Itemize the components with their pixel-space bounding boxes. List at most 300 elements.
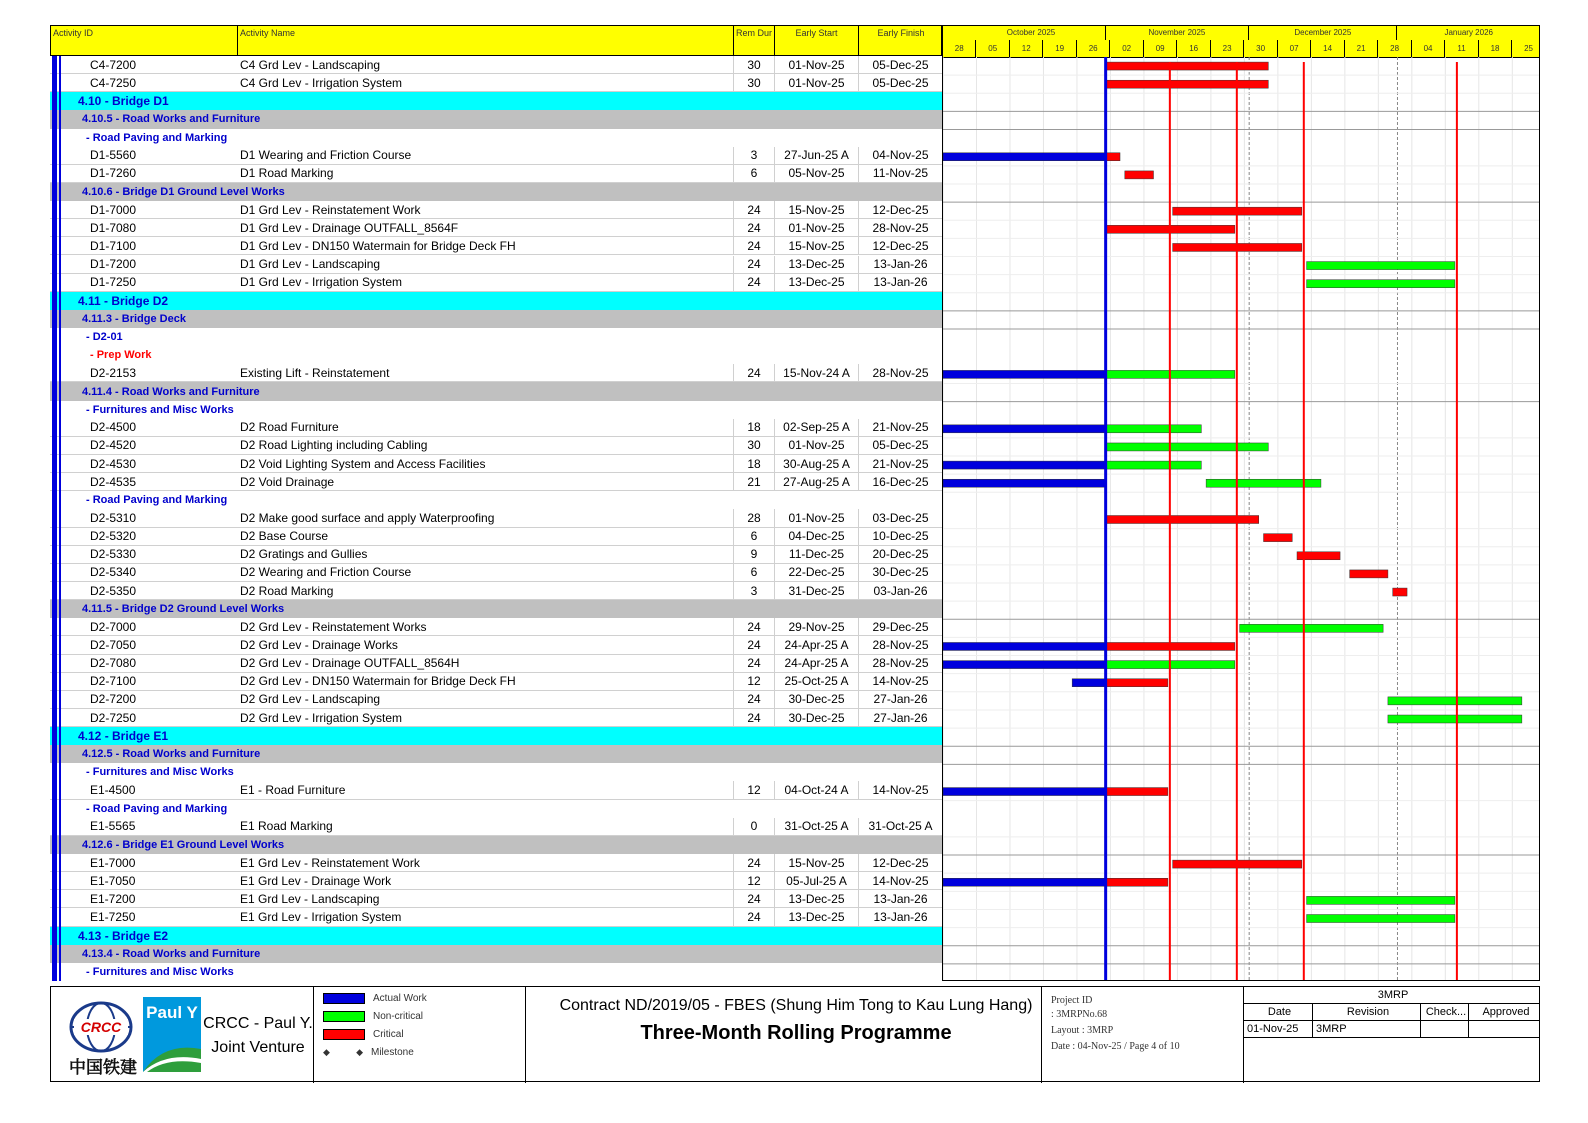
actual-bar[interactable] xyxy=(943,425,1106,433)
actual-bar[interactable] xyxy=(943,642,1106,650)
legend-critical: Critical xyxy=(323,1029,404,1040)
activity-name: D2 Wearing and Friction Course xyxy=(240,565,412,580)
early-finish: 03-Dec-25 xyxy=(858,509,942,526)
activity-name: D1 Road Marking xyxy=(240,166,334,181)
activity-id: D2-4500 xyxy=(90,420,137,435)
early-start: 13-Dec-25 xyxy=(774,890,858,907)
early-start: 31-Dec-25 xyxy=(774,582,858,599)
week-label: 16 xyxy=(1177,40,1210,57)
actual-bar[interactable] xyxy=(943,461,1106,469)
activity-row[interactable] xyxy=(50,237,942,255)
noncritical-bar[interactable] xyxy=(1240,624,1384,632)
activity-id: D1-7000 xyxy=(90,202,137,217)
month-label: October 2025 xyxy=(957,26,1105,40)
activity-row[interactable] xyxy=(50,618,942,636)
wbs-label: 4.10.5 - Road Works and Furniture xyxy=(82,113,261,126)
activity-id: D2-7200 xyxy=(90,692,137,707)
wbs-label: - Road Paving and Marking xyxy=(86,494,228,507)
early-start: 27-Jun-25 A xyxy=(774,147,858,164)
activity-id: D2-5340 xyxy=(90,565,137,580)
rem-dur: 12 xyxy=(733,872,774,889)
early-start: 15-Nov-25 xyxy=(774,854,858,871)
critical-bar[interactable] xyxy=(1350,570,1388,578)
actual-bar[interactable] xyxy=(943,479,1106,487)
activity-id: D2-4535 xyxy=(90,474,137,489)
wbs-group-label xyxy=(50,763,942,781)
wbs-label: 4.11.3 - Bridge Deck xyxy=(82,312,186,325)
early-start: 11-Dec-25 xyxy=(774,546,858,563)
activity-name: D2 Base Course xyxy=(240,529,329,544)
wbs-label: 4.11.5 - Bridge D2 Ground Level Works xyxy=(82,603,285,616)
week-label: 28 xyxy=(1378,40,1411,57)
rev-approved xyxy=(1469,1021,1540,1038)
activity-name: C4 Grd Lev - Landscaping xyxy=(240,57,381,72)
activity-row[interactable] xyxy=(50,256,942,274)
early-start: 13-Dec-25 xyxy=(774,256,858,273)
rem-dur: 3 xyxy=(733,147,774,164)
col-early-start[interactable]: Early Start xyxy=(775,26,859,57)
noncritical-bar[interactable] xyxy=(1106,425,1202,433)
rem-dur: 28 xyxy=(733,509,774,526)
noncritical-bar[interactable] xyxy=(1388,697,1522,705)
week-label: 30 xyxy=(1244,40,1277,57)
wbs-band xyxy=(50,92,942,110)
activity-row[interactable] xyxy=(50,74,942,92)
early-start: 31-Oct-25 A xyxy=(774,818,858,835)
rem-dur: 6 xyxy=(733,564,774,581)
activity-name: D2 Grd Lev - DN150 Watermain for Bridge Deck FH xyxy=(240,674,516,689)
noncritical-bar[interactable] xyxy=(1307,896,1455,904)
rem-dur: 24 xyxy=(733,655,774,672)
activity-id: D2-5320 xyxy=(90,529,137,544)
revision-table xyxy=(1243,987,1540,1083)
wbs-label: - Prep Work xyxy=(90,349,152,362)
wbs-band xyxy=(50,292,942,310)
activity-id: D2-5330 xyxy=(90,547,137,562)
activity-row[interactable] xyxy=(50,364,942,382)
activity-row[interactable] xyxy=(50,274,942,292)
activity-name: E1 Grd Lev - Drainage Work xyxy=(240,873,392,888)
col-activity-name[interactable]: Activity Name xyxy=(238,26,734,57)
early-finish: 03-Jan-26 xyxy=(858,582,942,599)
activity-row[interactable] xyxy=(50,219,942,237)
activity-id: D2-7100 xyxy=(90,674,137,689)
noncritical-bar[interactable] xyxy=(1307,915,1455,923)
early-finish: 12-Dec-25 xyxy=(858,854,942,871)
wbs-label: 4.13.4 - Road Works and Furniture xyxy=(82,947,261,960)
early-start: 27-Aug-25 A xyxy=(774,473,858,490)
wbs-group-label xyxy=(50,129,942,147)
title-block xyxy=(50,986,1540,1082)
wbs-label: - Road Paving and Marking xyxy=(86,131,228,144)
wbs-band xyxy=(50,927,942,945)
early-start: 30-Aug-25 A xyxy=(774,455,858,472)
activity-row[interactable] xyxy=(50,546,942,564)
wbs-subband xyxy=(50,600,942,618)
early-finish: 27-Jan-26 xyxy=(858,709,942,726)
activity-row[interactable] xyxy=(50,419,942,437)
week-label: 14 xyxy=(1311,40,1344,57)
activity-id: E1-7200 xyxy=(90,891,136,906)
early-finish: 14-Nov-25 xyxy=(858,673,942,690)
month-label: January 2026 xyxy=(1397,26,1540,40)
activity-row[interactable] xyxy=(50,509,942,527)
activity-row[interactable] xyxy=(50,854,942,872)
wbs-group-label xyxy=(50,328,942,346)
actual-bar[interactable] xyxy=(943,153,1106,161)
activity-name: D1 Grd Lev - Landscaping xyxy=(240,257,381,272)
activity-name: D2 Grd Lev - Landscaping xyxy=(240,692,381,707)
programme-title: Three-Month Rolling Programme xyxy=(640,1022,952,1044)
rem-dur: 0 xyxy=(733,818,774,835)
activity-row[interactable] xyxy=(50,709,942,727)
activity-id: D2-4530 xyxy=(90,456,137,471)
wbs-subband xyxy=(50,745,942,763)
table-header xyxy=(50,25,942,56)
wbs-label: - Furnitures and Misc Works xyxy=(86,766,234,779)
noncritical-bar[interactable] xyxy=(1307,280,1455,288)
activity-id: E1-7050 xyxy=(90,873,136,888)
activity-id: D2-7250 xyxy=(90,710,137,725)
activity-row[interactable] xyxy=(50,528,942,546)
critical-bar[interactable] xyxy=(1106,878,1168,886)
early-start: 30-Dec-25 xyxy=(774,709,858,726)
month-label: November 2025 xyxy=(1106,26,1250,40)
layout-name: Layout : 3MRP xyxy=(1051,1025,1114,1036)
early-finish: 13-Jan-26 xyxy=(858,908,942,925)
wbs-indent-bar xyxy=(59,56,61,981)
activity-name: D2 Void Lighting System and Access Facilities xyxy=(240,456,486,471)
week-label: 26 xyxy=(1077,40,1110,57)
col-activity-id[interactable]: Activity ID xyxy=(51,26,238,57)
activity-name: E1 Grd Lev - Irrigation System xyxy=(240,910,402,924)
early-start: 29-Nov-25 xyxy=(774,618,858,635)
activity-id: D2-7050 xyxy=(90,637,137,652)
critical-bar[interactable] xyxy=(1393,588,1407,596)
early-finish: 11-Nov-25 xyxy=(858,165,942,182)
wbs-label: - Furnitures and Misc Works xyxy=(86,965,234,978)
crcc-chinese-name: 中国铁建 xyxy=(69,1058,137,1077)
activity-name: D1 Grd Lev - Drainage OUTFALL_8564F xyxy=(240,220,459,235)
rem-dur: 24 xyxy=(733,691,774,708)
timescale-months xyxy=(943,26,1540,41)
early-start: 30-Dec-25 xyxy=(774,691,858,708)
activity-id: C4-7250 xyxy=(90,75,137,90)
gantt-chart xyxy=(942,25,1540,981)
activity-id: E1-4500 xyxy=(90,783,136,798)
activity-name: D2 Road Furniture xyxy=(240,420,339,435)
rem-dur: 24 xyxy=(733,201,774,218)
early-finish: 13-Jan-26 xyxy=(858,890,942,907)
early-start: 24-Apr-25 A xyxy=(774,655,858,672)
rem-dur: 24 xyxy=(733,256,774,273)
project-id: : 3MRPNo.68 xyxy=(1051,1009,1108,1020)
activity-row[interactable] xyxy=(50,473,942,491)
early-start: 15-Nov-24 A xyxy=(774,364,858,381)
legend-actual: Actual Work xyxy=(323,993,427,1004)
early-start: 04-Oct-24 A xyxy=(774,781,858,798)
early-finish: 29-Dec-25 xyxy=(858,618,942,635)
rev-header-date: Date xyxy=(1243,1004,1313,1021)
early-finish: 14-Nov-25 xyxy=(858,781,942,798)
wbs-label: 4.10 - Bridge D1 xyxy=(78,94,169,109)
rem-dur: 24 xyxy=(733,709,774,726)
rev-check xyxy=(1421,1021,1469,1038)
week-label: 21 xyxy=(1345,40,1378,57)
activity-id: D2-5350 xyxy=(90,583,137,598)
rem-dur: 12 xyxy=(733,781,774,798)
rem-dur: 6 xyxy=(733,165,774,182)
wbs-band xyxy=(50,727,942,745)
critical-bar[interactable] xyxy=(1264,534,1293,542)
rem-dur: 24 xyxy=(733,219,774,236)
activity-id: D2-4520 xyxy=(90,438,137,453)
early-finish: 05-Dec-25 xyxy=(858,74,942,91)
early-finish: 27-Jan-26 xyxy=(858,691,942,708)
activity-name: D2 Grd Lev - Drainage Works xyxy=(240,637,398,652)
critical-bar[interactable] xyxy=(1106,80,1269,88)
activity-row[interactable] xyxy=(50,582,942,600)
critical-bar[interactable] xyxy=(1125,171,1154,179)
activity-row[interactable] xyxy=(50,655,942,673)
early-finish: 14-Nov-25 xyxy=(858,872,942,889)
early-finish: 21-Nov-25 xyxy=(858,419,942,436)
wbs-label: - D2-01 xyxy=(86,331,123,344)
activity-id: D1-7080 xyxy=(90,220,137,235)
week-label: 04 xyxy=(1412,40,1445,57)
rem-dur: 24 xyxy=(733,636,774,653)
activity-id: D1-7260 xyxy=(90,166,137,181)
rem-dur: 24 xyxy=(733,274,774,291)
early-finish: 21-Nov-25 xyxy=(858,455,942,472)
activity-name: D2 Grd Lev - Reinstatement Works xyxy=(240,619,427,634)
critical-bar[interactable] xyxy=(1106,62,1269,70)
activity-row[interactable] xyxy=(50,56,942,74)
activity-id: E1-7250 xyxy=(90,910,136,924)
rem-dur: 18 xyxy=(733,455,774,472)
contract-title: Contract ND/2019/05 - FBES (Shung Him Tong to Kau Lung Hang) xyxy=(559,997,1033,1014)
early-start: 22-Dec-25 xyxy=(774,564,858,581)
week-label: 18 xyxy=(1479,40,1512,57)
wbs-group-label xyxy=(50,346,942,364)
activity-id: D2-2153 xyxy=(90,365,137,380)
rem-dur: 24 xyxy=(733,237,774,254)
activity-row[interactable] xyxy=(50,872,942,890)
activity-name: E1 Grd Lev - Reinstatement Work xyxy=(240,855,420,870)
activity-name: D2 Road Marking xyxy=(240,583,334,598)
week-label: 11 xyxy=(1445,40,1478,57)
activity-id: D1-7250 xyxy=(90,275,137,290)
early-start: 01-Nov-25 xyxy=(774,56,858,73)
week-label: 23 xyxy=(1211,40,1244,57)
rem-dur: 24 xyxy=(733,364,774,381)
wbs-label: 4.11.4 - Road Works and Furniture xyxy=(82,385,260,398)
activity-name: D2 Road Lighting including Cabling xyxy=(240,438,428,453)
activity-row[interactable] xyxy=(50,636,942,654)
actual-bar[interactable] xyxy=(943,370,1106,378)
early-finish: 12-Dec-25 xyxy=(858,237,942,254)
early-finish: 28-Nov-25 xyxy=(858,219,942,236)
activity-row[interactable] xyxy=(50,564,942,582)
critical-bar[interactable] xyxy=(1106,516,1259,524)
month-label: December 2025 xyxy=(1249,26,1397,40)
early-finish: 10-Dec-25 xyxy=(858,528,942,545)
early-finish: 20-Dec-25 xyxy=(858,546,942,563)
activity-id: D2-5310 xyxy=(90,510,137,525)
early-start: 01-Nov-25 xyxy=(774,74,858,91)
early-start: 04-Dec-25 xyxy=(774,528,858,545)
critical-bar[interactable] xyxy=(1106,788,1168,796)
col-rem-dur[interactable]: Rem Dur xyxy=(734,26,775,57)
rem-dur: 3 xyxy=(733,582,774,599)
wbs-label: 4.13 - Bridge E2 xyxy=(78,928,169,943)
activity-row[interactable] xyxy=(50,691,942,709)
crcc-logo-text: CRCC xyxy=(80,1019,122,1035)
week-label: 25 xyxy=(1512,40,1540,57)
rem-dur: 24 xyxy=(733,890,774,907)
rev-header-approved: Approved xyxy=(1469,1004,1540,1021)
rem-dur: 24 xyxy=(733,618,774,635)
legend-swatch xyxy=(323,1029,365,1040)
rev-header-revision: Revision xyxy=(1313,1004,1421,1021)
milestone-icon: ◆ ◆ xyxy=(323,1047,363,1057)
wbs-label: - Furnitures and Misc Works xyxy=(86,403,234,416)
activity-name: D2 Grd Lev - Irrigation System xyxy=(240,710,403,725)
early-start: 05-Nov-25 xyxy=(774,165,858,182)
col-early-finish[interactable]: Early Finish xyxy=(877,28,925,38)
rem-dur: 24 xyxy=(733,854,774,871)
rem-dur: 30 xyxy=(733,437,774,454)
rem-dur: 12 xyxy=(733,673,774,690)
rev-header-check: Check... xyxy=(1421,1004,1469,1021)
revision-table-title: 3MRP xyxy=(1243,987,1540,1004)
wbs-subband xyxy=(50,836,942,854)
activity-name: D2 Make good surface and apply Waterproofing xyxy=(240,510,495,525)
activity-id: E1-5565 xyxy=(90,819,136,834)
actual-bar[interactable] xyxy=(943,788,1106,796)
wbs-label: 4.12.5 - Road Works and Furniture xyxy=(82,748,261,761)
activity-row[interactable] xyxy=(50,818,942,836)
wbs-label: 4.12 - Bridge E1 xyxy=(78,729,169,744)
noncritical-bar[interactable] xyxy=(1106,461,1202,469)
early-start: 25-Oct-25 A xyxy=(774,673,858,690)
activity-row[interactable] xyxy=(50,165,942,183)
week-label: 02 xyxy=(1110,40,1143,57)
rem-dur: 9 xyxy=(733,546,774,563)
activity-name: E1 Road Marking xyxy=(240,819,333,834)
critical-bar[interactable] xyxy=(1106,679,1168,687)
activity-name: Existing Lift - Reinstatement xyxy=(240,365,390,380)
activity-name: D1 Grd Lev - DN150 Watermain for Bridge Deck FH xyxy=(240,238,516,253)
activity-name: D2 Gratings and Gullies xyxy=(240,547,368,562)
activity-row[interactable] xyxy=(50,781,942,799)
early-finish: 28-Nov-25 xyxy=(858,364,942,381)
early-finish: 28-Nov-25 xyxy=(858,636,942,653)
early-start: 01-Nov-25 xyxy=(774,219,858,236)
critical-bar[interactable] xyxy=(1106,153,1120,161)
rem-dur: 21 xyxy=(733,473,774,490)
wbs-group-label xyxy=(50,401,942,419)
activity-name: D2 Grd Lev - Drainage OUTFALL_8564H xyxy=(240,656,460,671)
crcc-logo xyxy=(66,997,136,1057)
activity-row[interactable] xyxy=(50,437,942,455)
wbs-subband xyxy=(50,110,942,128)
week-label: 07 xyxy=(1278,40,1311,57)
noncritical-bar[interactable] xyxy=(1106,443,1269,451)
early-start: 05-Jul-25 A xyxy=(774,872,858,889)
early-start: 13-Dec-25 xyxy=(774,908,858,925)
activity-id: D2-7080 xyxy=(90,656,137,671)
rem-dur: 30 xyxy=(733,74,774,91)
early-start: 01-Nov-25 xyxy=(774,437,858,454)
week-label: 28 xyxy=(943,40,976,57)
activity-row[interactable] xyxy=(50,147,942,165)
project-id-label: Project ID xyxy=(1051,995,1093,1006)
rem-dur: 18 xyxy=(733,419,774,436)
wbs-label: 4.12.6 - Bridge E1 Ground Level Works xyxy=(82,838,285,851)
activity-name: E1 - Road Furniture xyxy=(240,783,346,798)
activity-row[interactable] xyxy=(50,455,942,473)
early-finish: 13-Jan-26 xyxy=(858,256,942,273)
timescale-weeks xyxy=(943,40,1540,58)
legend-swatch xyxy=(323,993,365,1004)
week-label: 12 xyxy=(1010,40,1043,57)
activity-name: D1 Wearing and Friction Course xyxy=(240,148,412,163)
activity-name: C4 Grd Lev - Irrigation System xyxy=(240,75,403,90)
rev-divider xyxy=(1243,1038,1244,1083)
activity-row[interactable] xyxy=(50,201,942,219)
gantt-body xyxy=(943,57,1540,981)
week-label: 05 xyxy=(976,40,1009,57)
early-start: 15-Nov-25 xyxy=(774,237,858,254)
early-finish: 13-Jan-26 xyxy=(858,274,942,291)
actual-bar[interactable] xyxy=(1072,679,1105,687)
actual-bar[interactable] xyxy=(943,878,1106,886)
pauly-logo-text: Paul Y xyxy=(146,1003,198,1022)
activity-name: D2 Void Drainage xyxy=(240,474,335,489)
early-finish: 16-Dec-25 xyxy=(858,473,942,490)
week-label: 19 xyxy=(1043,40,1076,57)
schedule-sheet xyxy=(50,25,1540,1097)
actual-bar[interactable] xyxy=(943,661,1106,669)
wbs-label: 4.10.6 - Bridge D1 Ground Level Works xyxy=(82,186,285,199)
rev-date: 01-Nov-25 xyxy=(1243,1021,1313,1038)
activity-row[interactable] xyxy=(50,908,942,926)
rem-dur: 24 xyxy=(733,908,774,925)
company-name: CRCC - Paul Y. xyxy=(203,1015,313,1032)
wbs-group-label xyxy=(50,963,942,981)
wbs-label: - Road Paving and Marking xyxy=(86,802,228,815)
activity-row[interactable] xyxy=(50,673,942,691)
rev-revision: 3MRP xyxy=(1313,1021,1421,1038)
activity-name: D1 Grd Lev - Reinstatement Work xyxy=(240,202,421,217)
early-start: 24-Apr-25 A xyxy=(774,636,858,653)
rem-dur: 30 xyxy=(733,56,774,73)
activity-id: E1-7000 xyxy=(90,855,136,870)
early-finish: 05-Dec-25 xyxy=(858,437,942,454)
activity-id: D2-7000 xyxy=(90,619,137,634)
noncritical-bar[interactable] xyxy=(1307,262,1455,270)
noncritical-bar[interactable] xyxy=(1388,715,1522,723)
activity-row[interactable] xyxy=(50,890,942,908)
early-finish: 04-Nov-25 xyxy=(858,147,942,164)
activity-id: C4-7200 xyxy=(90,57,137,72)
activity-id: D1-5560 xyxy=(90,148,137,163)
early-finish: 28-Nov-25 xyxy=(858,655,942,672)
early-start: 15-Nov-25 xyxy=(774,201,858,218)
early-finish: 12-Dec-25 xyxy=(858,201,942,218)
wbs-subband xyxy=(50,382,942,400)
